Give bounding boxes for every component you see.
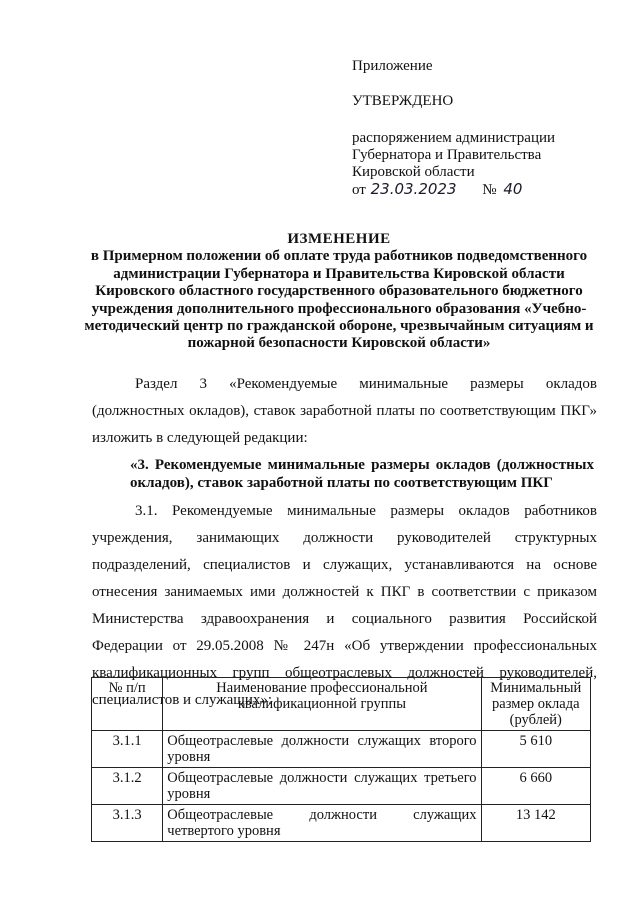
approval-line-1: распоряжением администрации (352, 130, 556, 146)
paragraph-intro: Раздел 3 «Рекомендуемые минимальные размеры окладов (должностных окладов), ставок заработной платы по соответствующим ПКГ» изложить в следующей редакции: (92, 376, 597, 446)
header-min-salary: Минимальный размер оклада (рублей) (481, 678, 590, 731)
header-number: № п/п (92, 678, 163, 731)
number-label: № (482, 182, 497, 198)
date-prefix: от (352, 182, 366, 198)
document-title (80, 231, 598, 353)
title-heading: ИЗМЕНЕНИЕ (287, 231, 391, 247)
table-row (92, 731, 591, 768)
table-row (92, 805, 591, 842)
appendix-label: Приложение (352, 58, 433, 74)
table-row (92, 768, 591, 805)
row-salary: 5 610 (481, 731, 590, 768)
order-line (352, 181, 612, 199)
approved-label: УТВЕРЖДЕНО (352, 93, 454, 109)
approval-line-2: Губернатора и Правительства (352, 147, 542, 163)
row-salary: 6 660 (481, 768, 590, 805)
paragraph-3-1: 3.1. Рекомендуемые минимальные размеры окладов работников учреждения, занимающих должности руководителей структурных подразделений, специалистов и служащих, устанавливаются на основе отнесения занимаемых ими должностей к ПКГ в соответствии с приказом Министерства здравоохранения и социального развития Российской Федерации от 29.05.2008 № 247н «Об утверждении профессиональных квалификационных групп общеотраслевых должностей руководителей, специалистов и служащих»: (92, 503, 597, 708)
header-group-name: Наименование профессиональной квалификационной группы (163, 678, 481, 731)
table-header-row (92, 678, 591, 731)
row-group-name: Общеотраслевые должности служащих третьего уровня (163, 768, 481, 805)
order-number: 40 (503, 180, 523, 198)
row-group-name: Общеотраслевые должности служащих второго уровня (163, 731, 481, 768)
salary-table (91, 677, 591, 842)
order-date: 23.03.2023 (370, 180, 457, 198)
row-salary: 13 142 (481, 805, 590, 842)
section-heading: «3. Рекомендуемые минимальные размеры окладов (должностных окладов), ставок заработной платы по соответствующим ПКГ (130, 457, 594, 491)
approval-stamp (352, 58, 612, 199)
title-body: в Примерном положении об оплате труда работников подведомственного администрации Губернатора и Правительства Кировской области Кировского областного государственного образовательного бюджетного учреждения дополнительного профессионального образования «Учебно-методический центр по гражданской обороне, чрезвычайным ситуациям и пожарной безопасности Кировской области» (84, 248, 594, 352)
row-number: 3.1.2 (92, 768, 163, 805)
row-number: 3.1.1 (92, 731, 163, 768)
row-group-name: Общеотраслевые должности служащих четвертого уровня (163, 805, 481, 842)
row-number: 3.1.3 (92, 805, 163, 842)
approval-line-3: Кировской области (352, 164, 475, 180)
